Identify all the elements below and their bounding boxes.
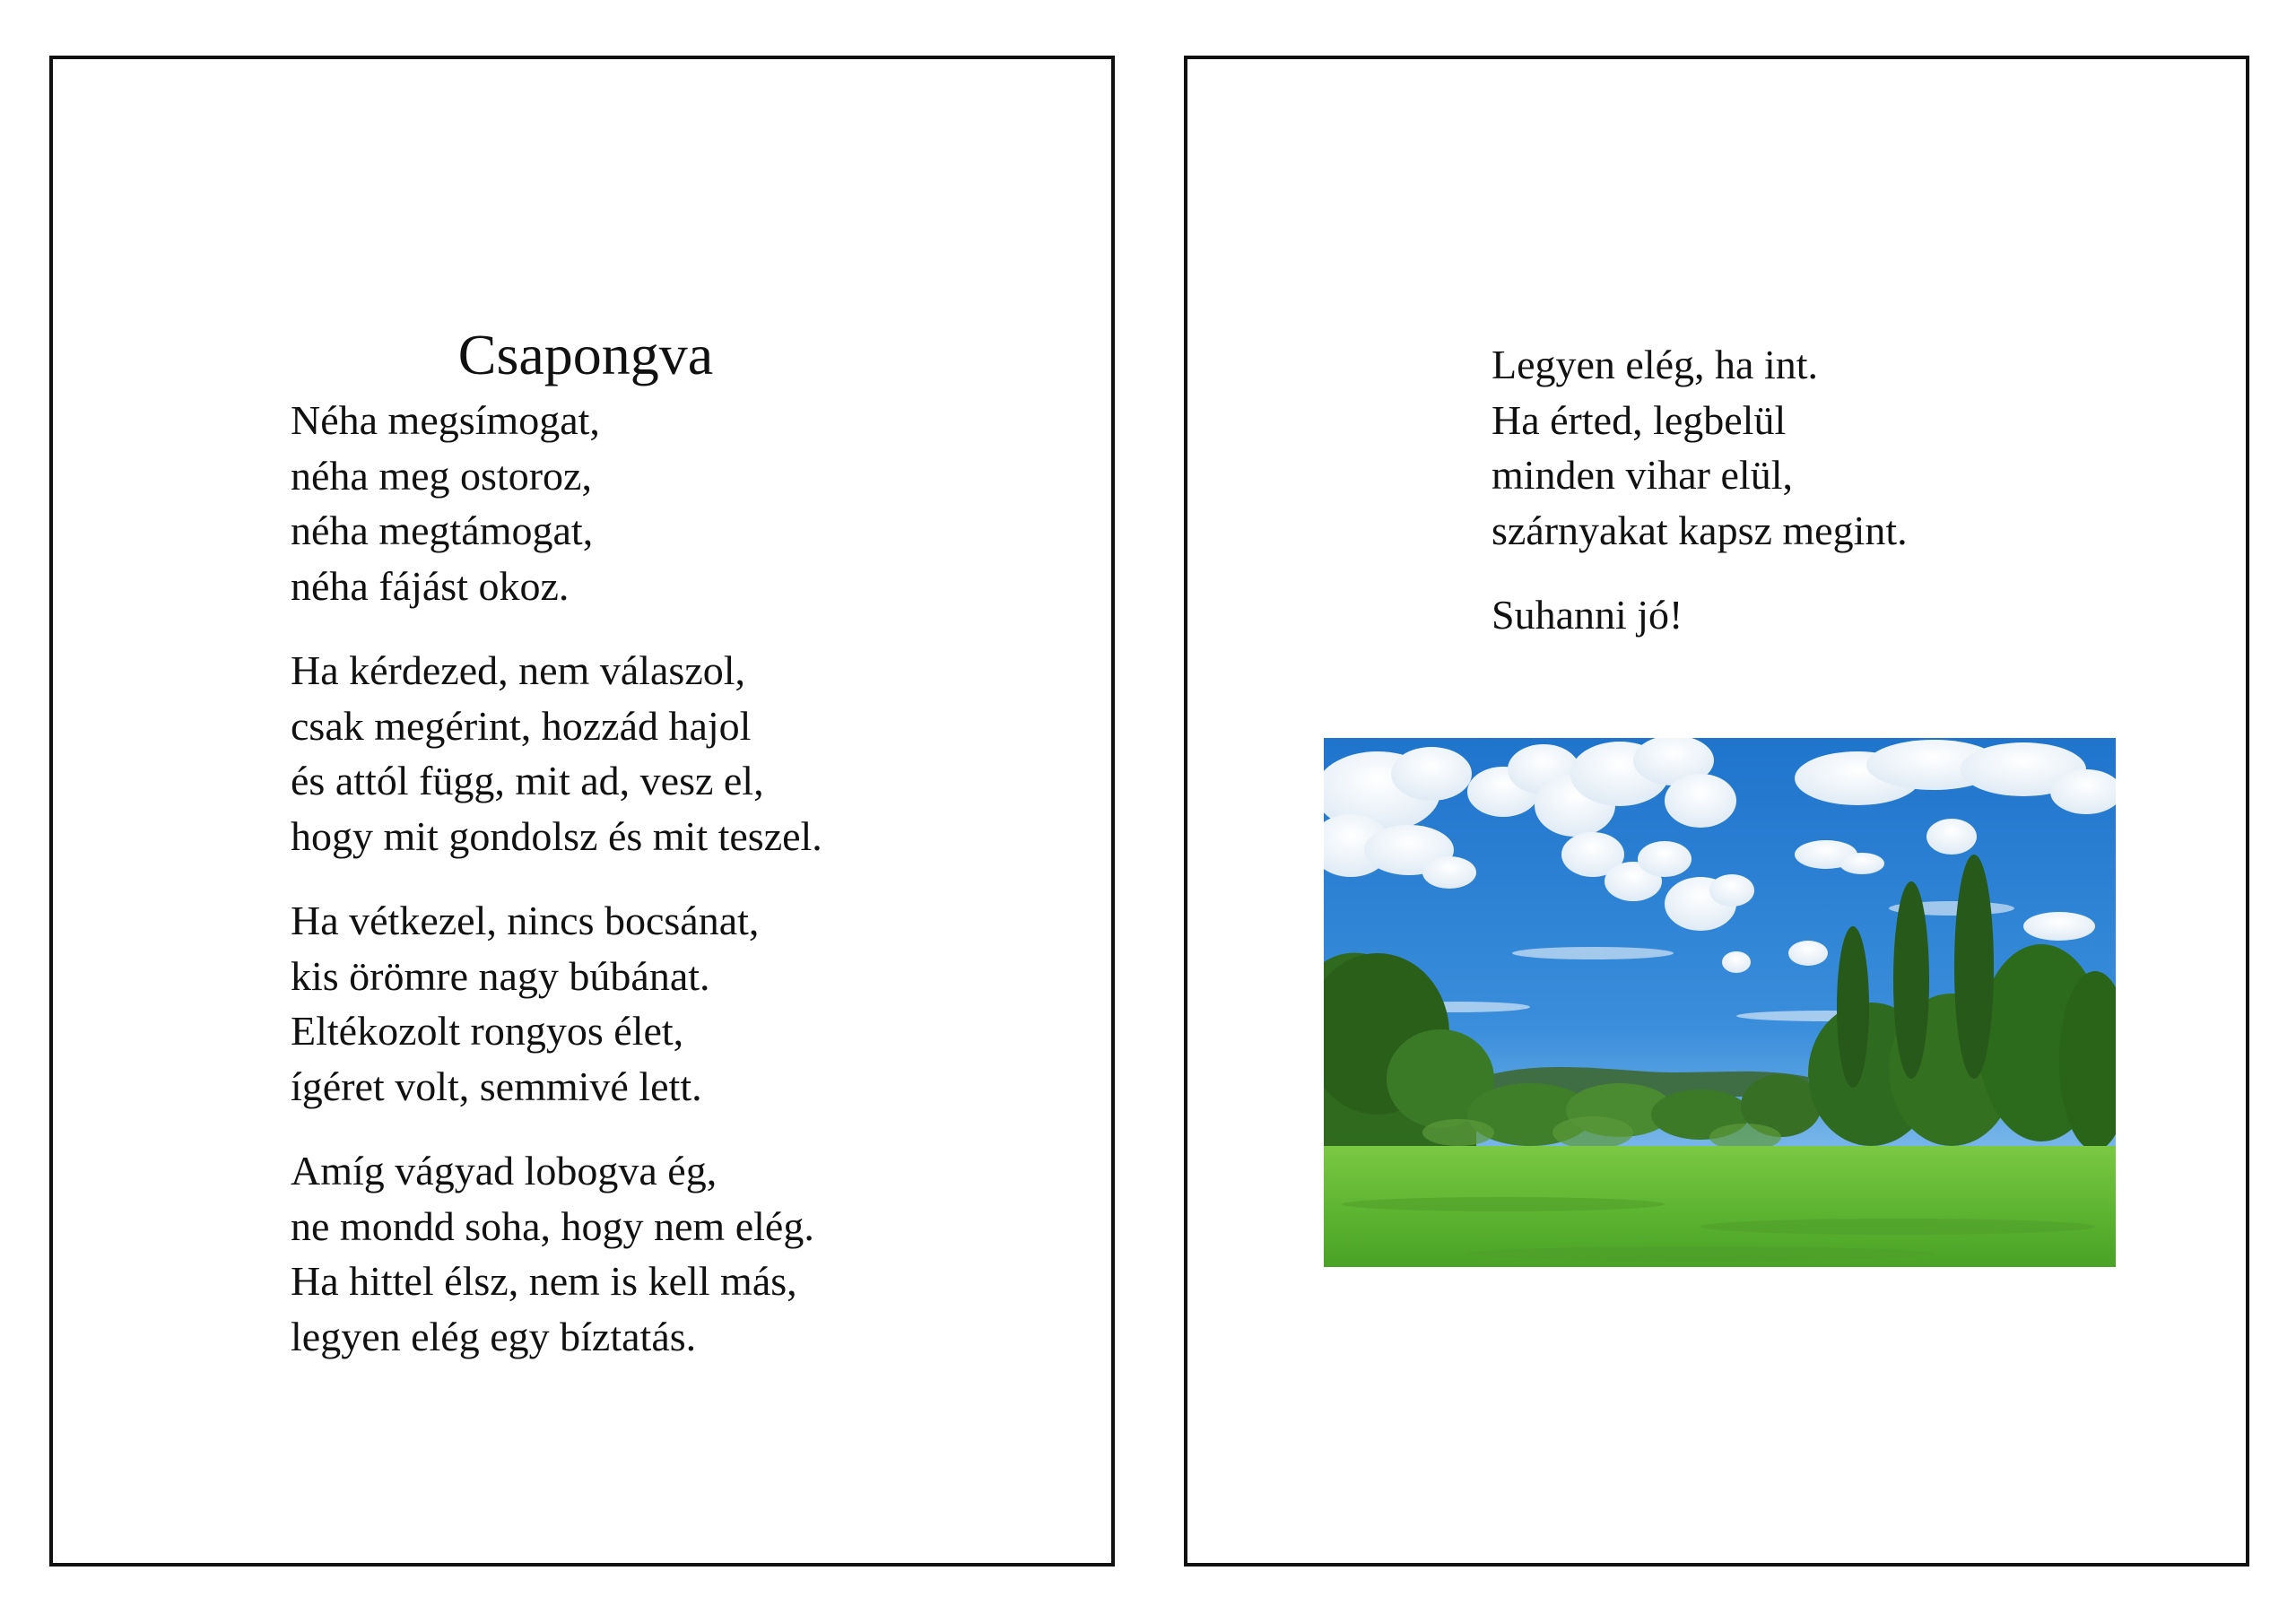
stanza xyxy=(291,393,600,613)
verse-line: csak megérint, hozzád hajol xyxy=(291,702,752,749)
verse-line: néha megtámogat, xyxy=(291,508,594,553)
right-page xyxy=(1184,56,2249,1567)
stanza xyxy=(1492,337,1908,558)
verse-line: minden vihar elül, xyxy=(1492,452,1793,498)
verse-line: Legyen elég, ha int. xyxy=(1492,342,1819,387)
verse-line: Néha megsímogat, xyxy=(291,397,600,443)
verse-line: Ha vétkezel, nincs bocsánat, xyxy=(291,898,760,943)
left-page xyxy=(49,56,1115,1567)
verse-line: és attól függ, mit ad, vesz el, xyxy=(291,758,764,803)
verse-line: Ha kérdezed, nem válaszol, xyxy=(291,647,746,693)
verse-line: legyen elég egy bíztatás. xyxy=(291,1313,697,1359)
stanza xyxy=(291,643,822,864)
closing-line xyxy=(1492,587,1683,643)
verse-line: kis örömre nagy búbánat. xyxy=(291,952,710,999)
landscape-photo xyxy=(1324,738,2116,1267)
verse-line: Ha hittel élsz, nem is kell más, xyxy=(291,1258,797,1304)
verse-line: Amíg vágyad lobogva ég, xyxy=(291,1148,718,1193)
verse-line: Suhanni jó! xyxy=(1492,592,1683,638)
verse-line: Ha érted, legbelül xyxy=(1492,396,1787,443)
verse-line: szárnyakat kapsz megint. xyxy=(1492,507,1908,553)
verse-line: hogy mit gondolsz és mit teszel. xyxy=(291,812,822,859)
verse-line: néha meg ostoroz, xyxy=(291,452,592,499)
verse-line: ne mondd soha, hogy nem elég. xyxy=(291,1202,814,1249)
verse-line: ígéret volt, semmivé lett. xyxy=(291,1063,702,1109)
poem-title: Csapongva xyxy=(457,323,714,386)
stanza xyxy=(291,893,759,1114)
verse-line: néha fájást okoz. xyxy=(291,562,570,609)
verse-line: Eltékozolt rongyos élet, xyxy=(291,1008,684,1054)
stanza xyxy=(291,1143,814,1364)
